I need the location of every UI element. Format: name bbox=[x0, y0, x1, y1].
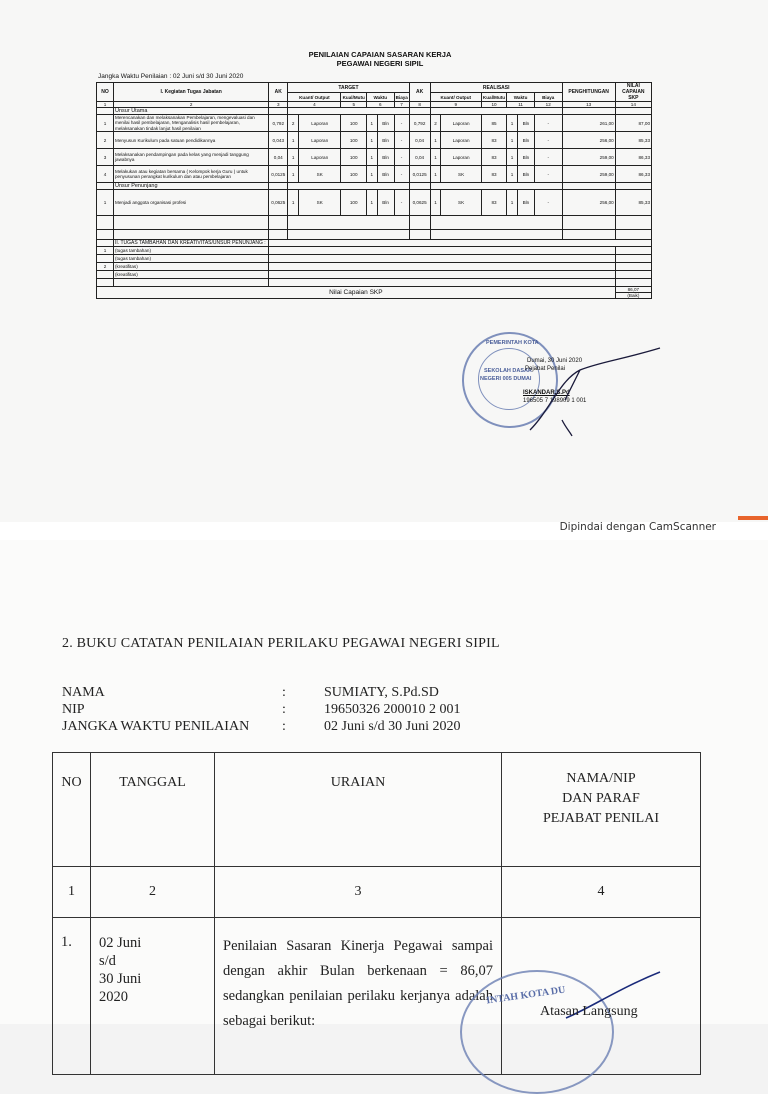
row-real-kual: 83 bbox=[481, 166, 507, 183]
col-number: 6 bbox=[366, 102, 394, 108]
identity-row-jangka bbox=[62, 718, 461, 735]
identity-block bbox=[62, 684, 461, 735]
section-unsur-utama: Unsur Utama bbox=[114, 108, 269, 115]
col-number: 2 bbox=[91, 867, 215, 918]
row-nilai: 85,33 bbox=[615, 132, 651, 149]
row-target-kual: 100 bbox=[341, 166, 367, 183]
page-1-title-line-2: PEGAWAI NEGERI SIPIL bbox=[336, 59, 424, 68]
identity-value: 19650326 200010 2 001 bbox=[324, 701, 461, 717]
col-number: 4 bbox=[288, 102, 341, 108]
header-tanggal: TANGGAL bbox=[91, 753, 215, 867]
row-ak: 0,043 bbox=[269, 132, 288, 149]
row-real-output: Laporan bbox=[441, 149, 481, 166]
col-number: 13 bbox=[562, 102, 615, 108]
col-number: 3 bbox=[215, 867, 502, 918]
row-penghitungan: 259,00 bbox=[562, 149, 615, 166]
row-real-bln: Bln bbox=[517, 115, 534, 132]
header-real-kual: Kual/Mutu bbox=[482, 94, 506, 100]
atasan-langsung-label: Atasan Langsung bbox=[540, 1004, 638, 1019]
row-real-biaya: - bbox=[534, 132, 562, 149]
row-target-biaya: - bbox=[394, 190, 409, 216]
row-penghitungan: 261,00 bbox=[562, 115, 615, 132]
header-penghitungan: PENGHITUNGAN bbox=[562, 83, 615, 102]
row-target-bln: Bln bbox=[377, 190, 394, 216]
row-no: 1 bbox=[97, 190, 114, 216]
identity-label: JANGKA WAKTU PENILAIAN bbox=[62, 718, 250, 734]
row-real-waktu: 1 bbox=[507, 166, 518, 183]
row-empty bbox=[269, 271, 616, 279]
signature-name: ISKANDAR,S.Pd bbox=[523, 390, 570, 397]
row-target-kuant: 1 bbox=[288, 166, 299, 183]
header-realisasi: REALISASI bbox=[430, 83, 562, 93]
row-real-waktu: 1 bbox=[507, 149, 518, 166]
tambahan-row bbox=[97, 247, 652, 255]
row-kegiatan: Menjadi anggota organisasi profesi bbox=[114, 190, 269, 216]
row-target-kual: 100 bbox=[341, 115, 367, 132]
row-kegiatan: Melakukan atau kegiatan bersama ( Kelompok kerja Guru ) untuk penyusunan perangkat kurikulum dan atau pembelajaran bbox=[114, 166, 269, 183]
row-target-biaya: - bbox=[394, 132, 409, 149]
row-real-kuant: 1 bbox=[430, 149, 441, 166]
row-target-waktu: 1 bbox=[366, 149, 377, 166]
rows-unsur-utama bbox=[97, 115, 652, 183]
row-real-kual: 83 bbox=[481, 132, 507, 149]
identity-value: 02 Juni s/d 30 Juni 2020 bbox=[324, 718, 461, 734]
buku-number-row bbox=[53, 867, 701, 918]
row-real-kuant: 1 bbox=[430, 190, 441, 216]
row-real-kual: 85 bbox=[481, 115, 507, 132]
header-real-kuant: Kuant/ Output bbox=[430, 93, 481, 102]
row-real-waktu: 1 bbox=[507, 115, 518, 132]
row-real-bln: Bln bbox=[517, 132, 534, 149]
row-nilai: 85,33 bbox=[615, 190, 651, 216]
skp-row bbox=[97, 149, 652, 166]
identity-colon: : bbox=[282, 684, 286, 700]
row-target-biaya: - bbox=[394, 166, 409, 183]
handwritten-signature-icon bbox=[520, 340, 670, 440]
header-nama-nip: NAMA/NIP DAN PARAF PEJABAT PENILAI bbox=[502, 753, 701, 867]
col-number: 8 bbox=[409, 102, 430, 108]
row-real-kuant: 2 bbox=[430, 115, 441, 132]
col-number: 10 bbox=[481, 102, 507, 108]
row-penghitungan: 256,00 bbox=[562, 132, 615, 149]
nilai-capaian-label: Nilai Capaian SKP bbox=[97, 287, 616, 299]
row-real-ak: 0,04 bbox=[409, 149, 430, 166]
header-target-biaya: Biaya bbox=[395, 94, 408, 100]
row-target-kuant: 1 bbox=[288, 190, 299, 216]
row-real-biaya: - bbox=[534, 149, 562, 166]
row-target-biaya: - bbox=[394, 115, 409, 132]
row-penghitungan: 256,00 bbox=[562, 190, 615, 216]
stamp-line-1: PEMERINTAH KOTA bbox=[486, 340, 539, 346]
row-no bbox=[97, 255, 114, 263]
signature-place-date: Dumai, 30 Juni 2020 bbox=[527, 358, 583, 364]
stamp-2-text: INTAH KOTA DU bbox=[485, 984, 567, 1007]
row-target-kuant: 2 bbox=[288, 115, 299, 132]
row-real-ak: 0,04 bbox=[409, 132, 430, 149]
row-real-output: Laporan bbox=[441, 132, 481, 149]
row-real-ak: 0,0625 bbox=[409, 190, 430, 216]
identity-colon: : bbox=[282, 701, 286, 717]
row-tanggal: 02 Juni s/d 30 Juni 2020 bbox=[91, 918, 215, 1075]
row-ak: 0,0125 bbox=[269, 166, 288, 183]
header-ak: AK bbox=[269, 83, 288, 102]
row-empty bbox=[615, 263, 651, 271]
row-no: 2 bbox=[97, 132, 114, 149]
row-real-output: SK bbox=[441, 190, 481, 216]
header-real-biaya: Biaya bbox=[534, 93, 562, 102]
header-target: TARGET bbox=[288, 83, 409, 93]
row-real-output: Laporan bbox=[441, 115, 481, 132]
row-ak: 0,792 bbox=[269, 115, 288, 132]
header-target-kual: Kual/Mutu bbox=[342, 94, 365, 100]
header-real-waktu: Waktu bbox=[507, 93, 535, 102]
row-nilai: 86,33 bbox=[615, 166, 651, 183]
col-number: 2 bbox=[114, 102, 269, 108]
jangka-waktu-line bbox=[98, 73, 243, 80]
row-tambahan-label: (tugas tambahan) bbox=[114, 255, 269, 263]
page-2-title: 2. BUKU CATATAN PENILAIAN PERILAKU PEGAWAI NEGERI SIPIL bbox=[62, 636, 500, 651]
row-target-bln: Bln bbox=[377, 132, 394, 149]
row-ak: 0,0625 bbox=[269, 190, 288, 216]
row-real-kual: 83 bbox=[481, 190, 507, 216]
row-kegiatan: Menyusun Kurikulum pada satuan pendidikannya bbox=[114, 132, 269, 149]
stamp-line-3: NEGERI 005 DUMAI bbox=[480, 376, 532, 382]
row-penghitungan: 259,00 bbox=[562, 166, 615, 183]
row-target-output: SK bbox=[298, 190, 341, 216]
tambahan-row bbox=[97, 255, 652, 263]
jangka-label: Jangka Waktu Penilaian bbox=[98, 73, 168, 80]
tambahan-row bbox=[97, 263, 652, 271]
row-real-bln: Bln bbox=[517, 190, 534, 216]
rows-tugas-tambahan bbox=[97, 247, 652, 279]
skp-table bbox=[96, 82, 652, 299]
row-target-output: SK bbox=[298, 166, 341, 183]
row-empty bbox=[615, 255, 651, 263]
header-uraian: URAIAN bbox=[215, 753, 502, 867]
col-number: 12 bbox=[534, 102, 562, 108]
section-tugas-tambahan: II. TUGAS TAMBAHAN DAN KREATIVITAS/UNSUR PENUNJANG : bbox=[114, 240, 269, 247]
identity-label: NIP bbox=[62, 701, 85, 717]
buku-header-row bbox=[53, 753, 701, 867]
row-nilai: 86,33 bbox=[615, 149, 651, 166]
row-empty bbox=[269, 247, 616, 255]
row-target-bln: Bln bbox=[377, 149, 394, 166]
row-tambahan-label: (kreatifitas) bbox=[114, 271, 269, 279]
col-number: 11 bbox=[507, 102, 535, 108]
skp-row bbox=[97, 132, 652, 149]
identity-colon: : bbox=[282, 718, 286, 734]
row-real-ak: 0,792 bbox=[409, 115, 430, 132]
header-target-kuant: Kuant/ Output bbox=[288, 93, 341, 102]
row-target-bln: Bln bbox=[377, 166, 394, 183]
row-target-kual: 100 bbox=[341, 149, 367, 166]
skp-row bbox=[97, 115, 652, 132]
row-no: 1. bbox=[53, 918, 91, 1075]
identity-row-nama bbox=[62, 684, 461, 701]
row-empty bbox=[615, 247, 651, 255]
identity-row-nip bbox=[62, 701, 461, 718]
tambahan-row bbox=[97, 271, 652, 279]
identity-label: NAMA bbox=[62, 684, 105, 700]
section-unsur-penunjang: Unsur Penunjang bbox=[114, 183, 269, 190]
col-number: 1 bbox=[97, 102, 114, 108]
row-real-bln: Bln bbox=[517, 166, 534, 183]
col-number: 5 bbox=[341, 102, 367, 108]
row-no: 1 bbox=[97, 115, 114, 132]
skp-row bbox=[97, 190, 652, 216]
signature-nip: 196505 7 198909 1 001 bbox=[523, 398, 587, 405]
row-target-kual: 100 bbox=[341, 132, 367, 149]
row-tambahan-label: (tugas tambahan) bbox=[114, 247, 269, 255]
row-no: 2 bbox=[97, 263, 114, 271]
jangka-value: : 02 Juni s/d 30 Juni 2020 bbox=[169, 73, 244, 80]
row-target-kual: 100 bbox=[341, 190, 367, 216]
row-real-bln: Bln bbox=[517, 149, 534, 166]
header-no: NO bbox=[53, 753, 91, 867]
row-no: 1 bbox=[97, 247, 114, 255]
row-target-waktu: 1 bbox=[366, 166, 377, 183]
row-kegiatan: Merencanakan dan melaksanakan Pembelajaran, mengevaluasi dan menilai hasil pembelajaran, Menganalisis hasil pembelajaran, melaksanakan tindak lanjut hasil penilaian bbox=[114, 115, 269, 132]
row-real-output: SK bbox=[441, 166, 481, 183]
page-1-scan bbox=[0, 0, 768, 522]
row-real-ak: 0,0125 bbox=[409, 166, 430, 183]
col-number: 7 bbox=[394, 102, 409, 108]
row-target-biaya: - bbox=[394, 149, 409, 166]
row-ak: 0,04 bbox=[269, 149, 288, 166]
col-number: 14 bbox=[615, 102, 651, 108]
row-nilai: 87,00 bbox=[615, 115, 651, 132]
identity-value: SUMIATY, S.Pd.SD bbox=[324, 684, 439, 700]
rows-unsur-penunjang bbox=[97, 190, 652, 216]
row-target-output: Laporan bbox=[298, 149, 341, 166]
row-no bbox=[97, 271, 114, 279]
row-uraian: Penilaian Sasaran Kinerja Pegawai sampai dengan akhir Bulan berkenaan = 86,07 sedangkan penilaian perilaku kerjanya adalah sebagai berikut: bbox=[215, 918, 502, 1075]
row-empty bbox=[615, 271, 651, 279]
row-target-waktu: 1 bbox=[366, 190, 377, 216]
page-1-title-line-1: PENILAIAN CAPAIAN SASARAN KERJA bbox=[308, 50, 452, 59]
camscanner-note: Dipindai dengan CamScanner bbox=[559, 521, 716, 533]
signature-role: Pejabat Penilai bbox=[525, 366, 566, 373]
row-real-biaya: - bbox=[534, 166, 562, 183]
row-real-biaya: - bbox=[534, 190, 562, 216]
row-no: 4 bbox=[97, 166, 114, 183]
header-kegiatan: I. Kegiatan Tugas Jabatan bbox=[114, 83, 269, 102]
header-no: NO bbox=[97, 83, 114, 102]
header-target-waktu: Waktu bbox=[366, 93, 394, 102]
row-target-waktu: 1 bbox=[366, 132, 377, 149]
row-no: 3 bbox=[97, 149, 114, 166]
row-empty bbox=[269, 263, 616, 271]
stamp-line-2: SEKOLAH DASAR bbox=[484, 368, 532, 374]
row-target-output: Laporan bbox=[298, 132, 341, 149]
header-ak-realisasi: AK bbox=[409, 83, 430, 102]
row-tambahan-label: (kreatifitas) bbox=[114, 263, 269, 271]
row-empty bbox=[269, 255, 616, 263]
col-number: 4 bbox=[502, 867, 701, 918]
row-real-waktu: 1 bbox=[507, 132, 518, 149]
row-real-biaya: - bbox=[534, 115, 562, 132]
row-real-kuant: 1 bbox=[430, 132, 441, 149]
row-kegiatan: Melaksanakan pendampingan pada kelas yang menjadi tanggung jawabnya bbox=[114, 149, 269, 166]
row-target-kuant: 1 bbox=[288, 132, 299, 149]
row-target-bln: Bln bbox=[377, 115, 394, 132]
col-number: 3 bbox=[269, 102, 288, 108]
row-target-kuant: 1 bbox=[288, 149, 299, 166]
col-number: 9 bbox=[430, 102, 481, 108]
row-target-waktu: 1 bbox=[366, 115, 377, 132]
nilai-total: 86,07 bbox=[615, 287, 651, 293]
col-number: 1 bbox=[53, 867, 91, 918]
scan-edge-mark bbox=[738, 516, 768, 520]
row-target-output: Laporan bbox=[298, 115, 341, 132]
row-real-kuant: 1 bbox=[430, 166, 441, 183]
row-real-waktu: 1 bbox=[507, 190, 518, 216]
skp-row bbox=[97, 166, 652, 183]
nilai-word: (Baik) bbox=[615, 293, 651, 299]
header-nilai-capaian: NILAI CAPAIAN SKP bbox=[615, 83, 651, 102]
row-real-kual: 83 bbox=[481, 149, 507, 166]
